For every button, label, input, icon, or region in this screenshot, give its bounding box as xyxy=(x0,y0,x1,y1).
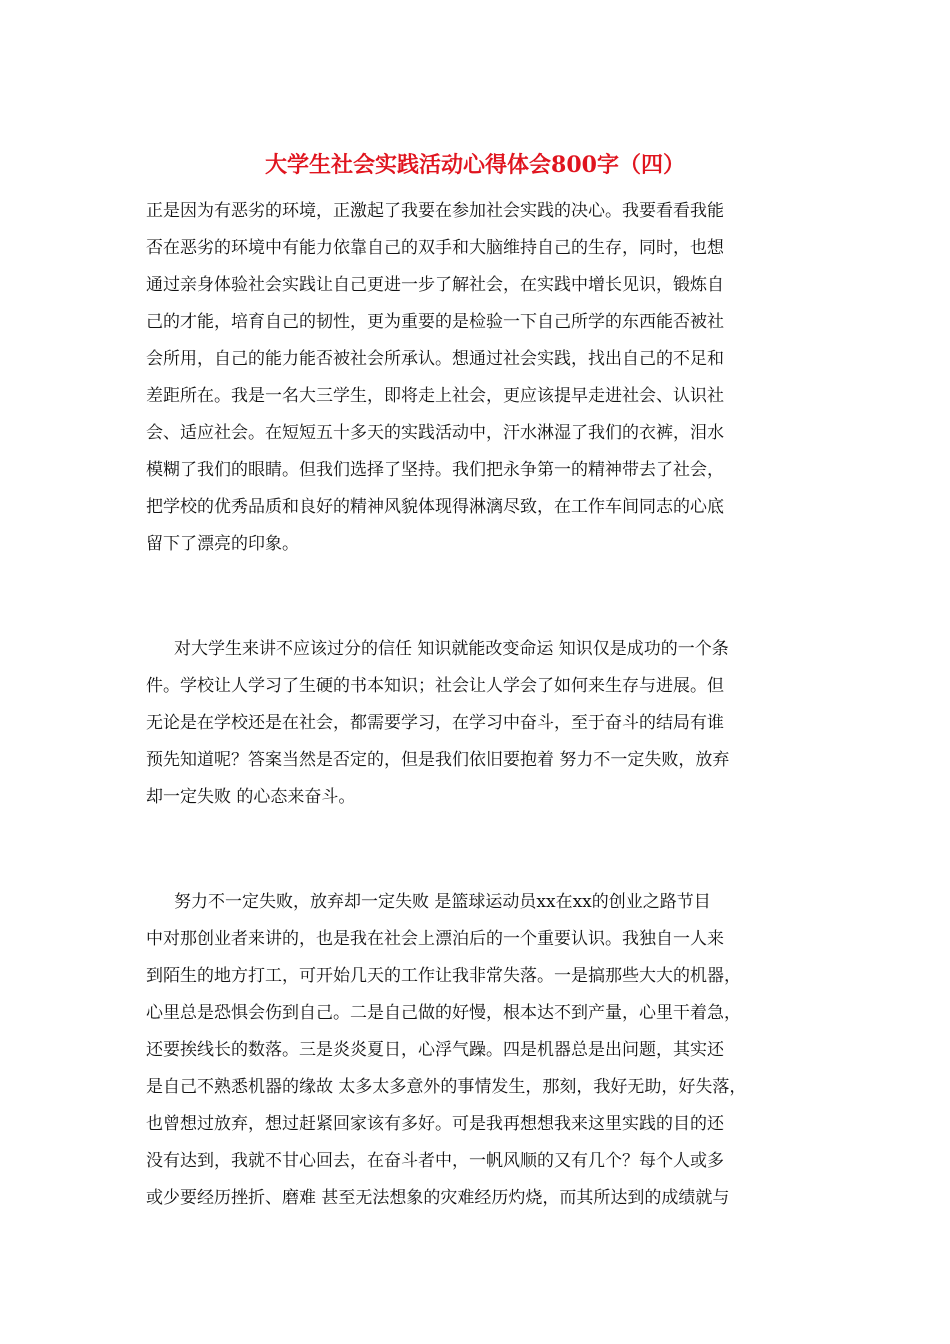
paragraph-line: 心里总是恐惧会伤到自己。二是自己做的好慢，根本达不到产量，心里干着急， xyxy=(146,1003,741,1023)
paragraph-line: 己的才能，培育自己的韧性，更为重要的是检验一下自己所学的东西能否被社 xyxy=(146,312,724,332)
paragraph-line: 无论是在学校还是在社会，都需要学习，在学习中奋斗，至于奋斗的结局有谁 xyxy=(146,713,724,733)
paragraph-line: 件。学校让人学习了生硬的书本知识；社会让人学会了如何来生存与进展。但 xyxy=(146,676,724,696)
paragraph-line: 否在恶劣的环境中有能力依靠自己的双手和大脑维持自己的生存，同时，也想 xyxy=(146,238,724,258)
paragraph-line: 是自己不熟悉机器的缘故 太多太多意外的事情发生，那刻，我好无助，好失落， xyxy=(146,1077,747,1097)
paragraph-line: 对大学生来讲不应该过分的信任 知识就能改变命运 知识仅是成功的一个条 xyxy=(174,639,729,659)
paragraph-line: 却一定失败 的心态来奋斗。 xyxy=(146,787,356,807)
paragraph-line: 没有达到，我就不甘心回去，在奋斗者中，一帆风顺的又有几个？每个人或多 xyxy=(146,1151,724,1171)
paragraph-line: 还要挨线长的数落。三是炎炎夏日，心浮气躁。四是机器总是出问题，其实还 xyxy=(146,1040,724,1060)
paragraph-line: 把学校的优秀品质和良好的精神风貌体现得淋漓尽致，在工作车间同志的心底 xyxy=(146,497,724,517)
paragraph-line: 差距所在。我是一名大三学生，即将走上社会，更应该提早走进社会、认识社 xyxy=(146,386,724,406)
document-title: 大学生社会实践活动心得体会800字（四） xyxy=(265,152,685,178)
paragraph-line: 会所用，自己的能力能否被社会所承认。想通过社会实践，找出自己的不足和 xyxy=(146,349,724,369)
paragraph-line: 模糊了我们的眼睛。但我们选择了坚持。我们把永争第一的精神带去了社会， xyxy=(146,460,724,480)
paragraph-line: 预先知道呢？答案当然是否定的，但是我们依旧要抱着 努力不一定失败，放弃 xyxy=(146,750,730,770)
paragraph-line: 努力不一定失败，放弃却一定失败 是篮球运动员xx在xx的创业之路节目 xyxy=(174,892,711,912)
paragraph-line: 也曾想过放弃，想过赶紧回家该有多好。可是我再想想我来这里实践的目的还 xyxy=(146,1114,724,1134)
paragraph-line: 或少要经历挫折、磨难 甚至无法想象的灾难经历灼烧，而其所达到的成绩就与 xyxy=(146,1188,730,1208)
paragraph-line: 中对那创业者来讲的，也是我在社会上漂泊后的一个重要认识。我独自一人来 xyxy=(146,929,724,949)
paragraph-line: 通过亲身体验社会实践让自己更进一步了解社会，在实践中增长见识，锻炼自 xyxy=(146,275,724,295)
paragraph-line: 会、适应社会。在短短五十多天的实践活动中，汗水淋湿了我们的衣裤，泪水 xyxy=(146,423,724,443)
paragraph-line: 留下了漂亮的印象。 xyxy=(146,534,299,554)
paragraph-line: 正是因为有恶劣的环境，正激起了我要在参加社会实践的决心。我要看看我能 xyxy=(146,201,724,221)
paragraph-line: 到陌生的地方打工，可开始几天的工作让我非常失落。一是搞那些大大的机器， xyxy=(146,966,741,986)
